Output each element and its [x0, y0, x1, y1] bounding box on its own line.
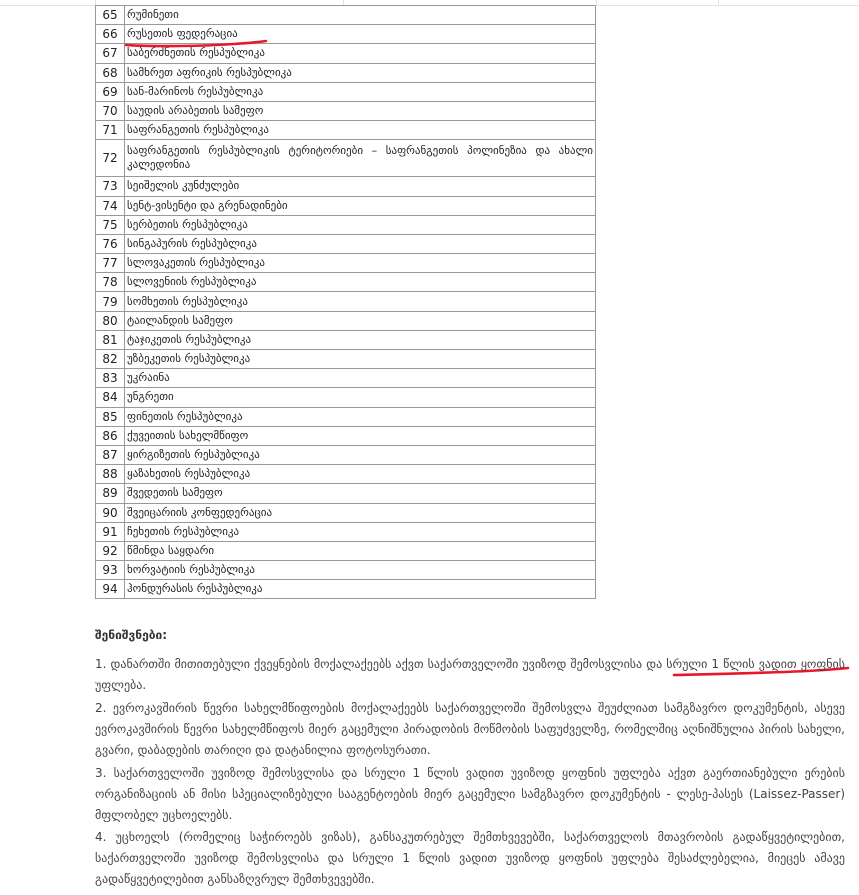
row-number: 79 — [96, 292, 125, 311]
country-list-table — [95, 5, 596, 599]
table-row — [96, 580, 596, 599]
row-number: 90 — [96, 503, 125, 522]
row-number: 89 — [96, 484, 125, 503]
table-row — [96, 541, 596, 560]
table-row — [96, 121, 596, 140]
table-row — [96, 426, 596, 445]
country-name: ყირგიზეთის რესპუბლიკა — [125, 445, 596, 464]
country-name: სენტ-ვისენტი და გრენადინები — [125, 196, 596, 215]
country-name: ყაზახეთის რესპუბლიკა — [125, 465, 596, 484]
table-row — [96, 484, 596, 503]
row-number: 66 — [96, 25, 125, 44]
notes-title: შენიშვნები: — [95, 628, 168, 642]
row-number: 74 — [96, 196, 125, 215]
country-name: სომხეთის რესპუბლიკა — [125, 292, 596, 311]
table-row — [96, 503, 596, 522]
country-name: სინგაპურის რესპუბლიკა — [125, 234, 596, 253]
row-number: 75 — [96, 215, 125, 234]
row-number: 86 — [96, 426, 125, 445]
row-number: 65 — [96, 6, 125, 25]
country-name: უკრაინა — [125, 369, 596, 388]
country-name: რუმინეთი — [125, 6, 596, 25]
row-number: 80 — [96, 311, 125, 330]
country-name: უზბეკეთის რესპუბლიკა — [125, 350, 596, 369]
table-row — [96, 388, 596, 407]
table-row — [96, 234, 596, 253]
row-number: 84 — [96, 388, 125, 407]
table-row — [96, 140, 596, 177]
row-number: 76 — [96, 234, 125, 253]
row-number: 67 — [96, 44, 125, 63]
country-name: ხორვატიის რესპუბლიკა — [125, 561, 596, 580]
table-row — [96, 101, 596, 120]
country-name: წმინდა საყდარი — [125, 541, 596, 560]
table-row — [96, 63, 596, 82]
country-name: ფინეთის რესპუბლიკა — [125, 407, 596, 426]
country-name: ჰონდურასის რესპუბლიკა — [125, 580, 596, 599]
country-name: სერბეთის რესპუბლიკა — [125, 215, 596, 234]
country-name: ქუვეითის სახელმწიფო — [125, 426, 596, 445]
table-row — [96, 196, 596, 215]
row-number: 91 — [96, 522, 125, 541]
row-number: 81 — [96, 330, 125, 349]
country-name: სამხრეთ აფრიკის რესპუბლიკა — [125, 63, 596, 82]
table-row — [96, 445, 596, 464]
country-name: სლოვენიის რესპუბლიკა — [125, 273, 596, 292]
table-row — [96, 177, 596, 196]
country-name: უნგრეთი — [125, 388, 596, 407]
table-row — [96, 369, 596, 388]
country-name: საფრანგეთის რესპუბლიკის ტერიტორიები – საფრანგეთის პოლინეზია და ახალი კალედონია — [125, 140, 596, 177]
country-name: სეიშელის კუნძულები — [125, 177, 596, 196]
note-item: 3. საქართველოში უვიზოდ შემოსვლისა და სრული 1 წლის ვადით უვიზოდ ყოფნის უფლება აქვთ გაერთიანებული ერების ორგანიზაციის ან მისი სპეციალიზებული სააგენტოების მიერ გაცემული სამგზავრო დოკუმენტის - ლესე-პასეს (Laissez-Passer) მფლობელ უცხოელებს. — [95, 766, 845, 822]
row-number: 77 — [96, 254, 125, 273]
row-number: 70 — [96, 101, 125, 120]
row-number: 72 — [96, 140, 125, 177]
table-row — [96, 330, 596, 349]
row-number: 71 — [96, 121, 125, 140]
table-row — [96, 215, 596, 234]
row-number: 69 — [96, 82, 125, 101]
country-name: ჩეხეთის რესპუბლიკა — [125, 522, 596, 541]
row-number: 92 — [96, 541, 125, 560]
table-row — [96, 254, 596, 273]
table-row — [96, 465, 596, 484]
note-item: 4. უცხოელს (რომელიც საჭიროებს ვიზას), განსაკუთრებულ შემთხვევებში, საქართველოს მთავრობის გადაწყვეტილებით, საქართველოში უვიზოდ შემოსვლისა და სრული 1 წლის ვადით უვიზოდ ყოფნის უფლება შესაძლებელია, მიეცეს ამავე გადაწყვეტილებით განსაზღვრულ შემთხვევებში. — [95, 830, 845, 886]
row-number: 68 — [96, 63, 125, 82]
table-row — [96, 82, 596, 101]
table-row — [96, 25, 596, 44]
country-name: ტაილანდის სამეფო — [125, 311, 596, 330]
table-row — [96, 407, 596, 426]
row-number: 87 — [96, 445, 125, 464]
table-row — [96, 311, 596, 330]
country-name: შვეიცარიის კონფედერაცია — [125, 503, 596, 522]
country-name: საფრანგეთის რესპუბლიკა — [125, 121, 596, 140]
row-number: 83 — [96, 369, 125, 388]
table-row — [96, 273, 596, 292]
country-name: სლოვაკეთის რესპუბლიკა — [125, 254, 596, 273]
row-number: 88 — [96, 465, 125, 484]
country-name: საუდის არაბეთის სამეფო — [125, 101, 596, 120]
row-number: 85 — [96, 407, 125, 426]
country-name: ტაჯიკეთის რესპუბლიკა — [125, 330, 596, 349]
table-row — [96, 522, 596, 541]
table-row — [96, 561, 596, 580]
row-number: 78 — [96, 273, 125, 292]
row-number: 82 — [96, 350, 125, 369]
table-row — [96, 350, 596, 369]
table-row — [96, 6, 596, 25]
country-name: რუსეთის ფედერაცია — [125, 25, 596, 44]
row-number: 93 — [96, 561, 125, 580]
table-row — [96, 292, 596, 311]
country-name: შვედეთის სამეფო — [125, 484, 596, 503]
table-row — [96, 44, 596, 63]
country-name: საბერძნეთის რესპუბლიკა — [125, 44, 596, 63]
row-number: 94 — [96, 580, 125, 599]
note-item: 1. დანართში მითითებული ქვეყნების მოქალაქეებს აქვთ საქართველოში უვიზოდ შემოსვლისა და სრული 1 წლის ვადით ყოფნის უფლება. — [95, 657, 845, 692]
row-number: 73 — [96, 177, 125, 196]
note-item: 2. ევროკავშირის წევრი სახელმწიფოების მოქალაქეებს საქართველოში შემოსვლა შეუძლიათ სამგზავრო დოკუმენტის, ასევე ევროკავშირის წევრი სახელმწიფოს მიერ გაცემული პირადობის მოწმობის საფუძველზე, რომელშიც აღნიშნულია პირის სახელი, გვარი, დაბადების თარიღი და დატანილია ფოტოსურათი. — [95, 701, 845, 757]
country-name: სან-მარინოს რესპუბლიკა — [125, 82, 596, 101]
